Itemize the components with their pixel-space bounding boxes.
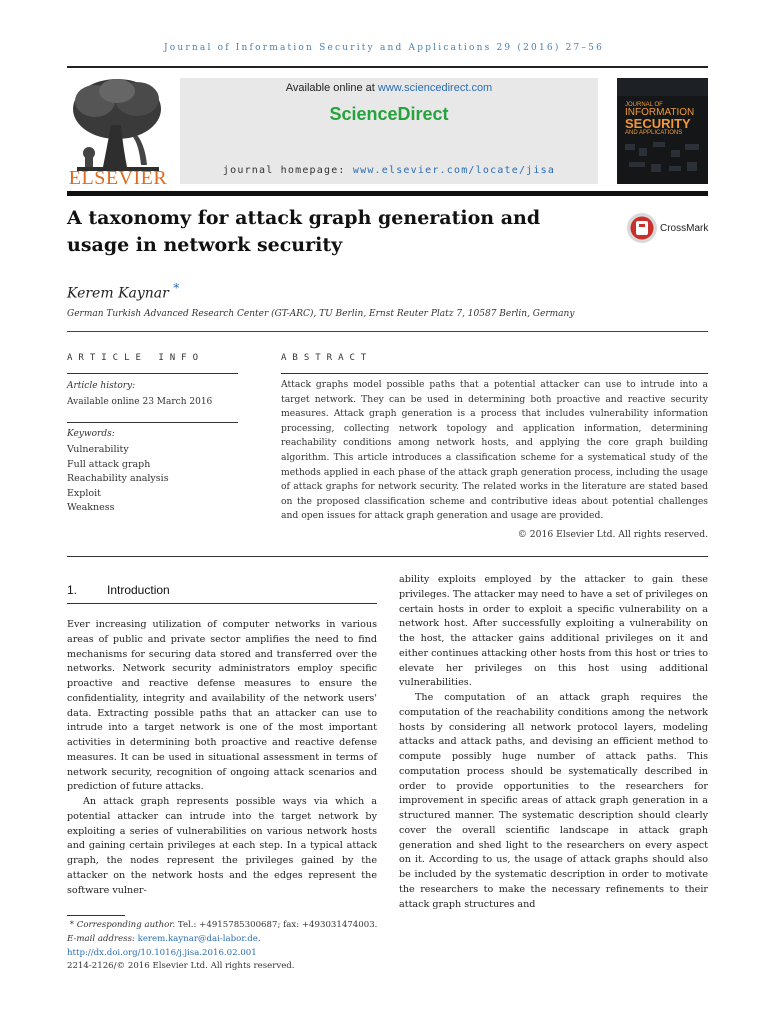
cover-line-3: SECURITY <box>625 116 691 131</box>
header-thick-rule <box>67 191 708 196</box>
article-info-heading: ARTICLE INFO <box>67 353 205 363</box>
corresponding-author-mark[interactable]: * <box>173 281 180 295</box>
keyword-item: Vulnerability <box>67 444 129 455</box>
author-name <box>67 281 179 302</box>
email-note <box>67 934 261 944</box>
section-divider <box>67 331 708 332</box>
article-title: A taxonomy for attack graph generation and usage in network security <box>67 207 541 256</box>
author-affiliation: German Turkish Advanced Research Center (GT-ARC), TU Berlin, Ernst Reuter Platz 7, 10587 Berlin, Germany <box>67 309 575 319</box>
corresponding-contact: Tel.: +4915785300687; fax: +493031474003. <box>175 920 378 930</box>
homepage-label: journal homepage: <box>222 165 353 176</box>
keywords-label: Keywords: <box>67 429 115 439</box>
journal-homepage-link[interactable]: www.elsevier.com/locate/jisa <box>352 165 556 176</box>
crossmark-label[interactable]: CrossMark <box>660 223 709 234</box>
section-heading-introduction <box>67 583 170 597</box>
body-paragraph: The computation of an attack graph requires the computation of the reachability conditions among the network hosts by considering all network protocol layers, modeling attacks and attack paths, and devising an efficient method to compute possibly huge number of attack paths. This computation process should be systematically described in order to provide opportunities to the researchers for improvement in specific areas of attack graph generation in a structured manner. The systematic description should clearly cover the overall scientific landscape in attack graph generation and shed light to the researchers on every aspect on it. According to us, the usage of attack graphs should also be included by the systematic description in order to motivate the researchers to make the necessary refinements to their attack graph structures and <box>399 692 708 910</box>
section-heading-rule <box>67 603 377 604</box>
body-divider <box>67 556 708 557</box>
body-paragraph: An attack graph represents possible ways via which a potential attacker can intrude into the target network by exploiting a series of vulnerabilities on various network hosts and gaining certain privileges at each step. In a typical attack graph, the nodes represent the privileges gained by the attacker on the network hosts and the edges represent the software vulner- <box>67 796 377 896</box>
cover-line-2: INFORMATION <box>625 107 695 118</box>
keyword-item: Full attack graph <box>67 458 151 470</box>
corresponding-author-note <box>67 920 377 930</box>
footnote-mark: * <box>69 920 75 930</box>
author-text: Kerem Kaynar <box>67 285 169 302</box>
section-title: Introduction <box>107 583 170 597</box>
keyword-item: Reachability analysis <box>67 473 169 485</box>
article-info-rule <box>67 373 238 374</box>
body-paragraph: Ever increasing utilization of computer networks in various areas of public and private sector amplifies the need to find mechanisms for securing data stored and transferred over the networks. Network security administrators employ specific proactive and reactive defense measures to ensure the confidentiality, integrity and availability of the network users' data. Extracting possible paths that an attacker can use to intrude into a target network is one of the most important activities in determining both proactive and reactive defense measures. It can be used in situational assessment in terms of network security, recognition of ongoing attack scenarios and prediction of future attacks. <box>67 619 377 793</box>
sciencedirect-link[interactable]: www.sciencedirect.com <box>377 82 493 94</box>
keywords-rule <box>67 422 238 423</box>
issn-copyright: 2214-2126/© 2016 Elsevier Ltd. All rights reserved. <box>67 961 295 971</box>
body-column-right <box>399 573 708 912</box>
journal-homepage <box>180 165 598 176</box>
article-history-label: Article history: <box>67 381 136 391</box>
email-label: E-mail address: <box>67 934 138 944</box>
abstract-text: Attack graphs model possible paths that a potential attacker can use to intrude into a target network. They can be used in determining both proactive and reactive security measures. Attack graph generation is a process that includes vulnerability information processing, collecting network topology and application information, determining reachability conditions among network hosts, and applying the core graph building algorithm. This article introduces a classification scheme for a systematical study of the methods applied in each phase of the attack graph generation process, including the usage of attack graphs for network security. The related works in the literature are stated based on the proposed classification scheme and contributive ideas about potential challenges and open issues for attack graph generation and usage are provided. <box>281 379 708 522</box>
keyword-item: Weakness <box>67 502 115 514</box>
email-end: . <box>257 934 261 944</box>
sciencedirect-brand: ScienceDirect <box>329 104 449 124</box>
elsevier-wordmark: ELSEVIER <box>68 167 168 189</box>
keyword-list <box>67 443 169 516</box>
header-top-rule <box>67 66 708 68</box>
crossmark-icon[interactable] <box>626 212 658 244</box>
body-column-left <box>67 618 377 898</box>
abstract-rule <box>281 373 708 374</box>
email-link[interactable]: kerem.kaynar@dai-labor.de <box>137 934 258 944</box>
abstract-heading: ABSTRACT <box>281 353 373 363</box>
cover-line-1: JOURNAL OF <box>625 102 663 108</box>
abstract-copyright: © 2016 Elsevier Ltd. All rights reserved. <box>517 529 708 540</box>
available-online-label: Available online at <box>285 82 378 94</box>
section-number: 1. <box>67 583 78 597</box>
cover-line-4: AND APPLICATIONS <box>625 130 683 136</box>
journal-cover-image <box>617 78 708 184</box>
body-paragraph: ability exploits employed by the attacker to gain these privileges. The attacker may need to have a set of privileges on certain hosts in order to exploit a specific vulnerability on a network host. After successfully exploiting a vulnerability on the host, the attacker gains additional privileges on it and either continues attacking other hosts from this host or tries to elevate her privileges on this host using additional vulnerabilities. <box>399 574 708 689</box>
corresponding-label: Corresponding author. <box>76 920 176 930</box>
doi-link[interactable]: http://dx.doi.org/10.1016/j.jisa.2016.02.001 <box>67 948 257 958</box>
footnote-rule <box>67 915 125 916</box>
journal-citation: Journal of Information Security and Applications 29 (2016) 27–56 <box>163 43 605 53</box>
article-history-value: Available online 23 March 2016 <box>67 397 213 407</box>
keyword-item: Exploit <box>67 487 101 499</box>
available-online <box>180 82 598 94</box>
